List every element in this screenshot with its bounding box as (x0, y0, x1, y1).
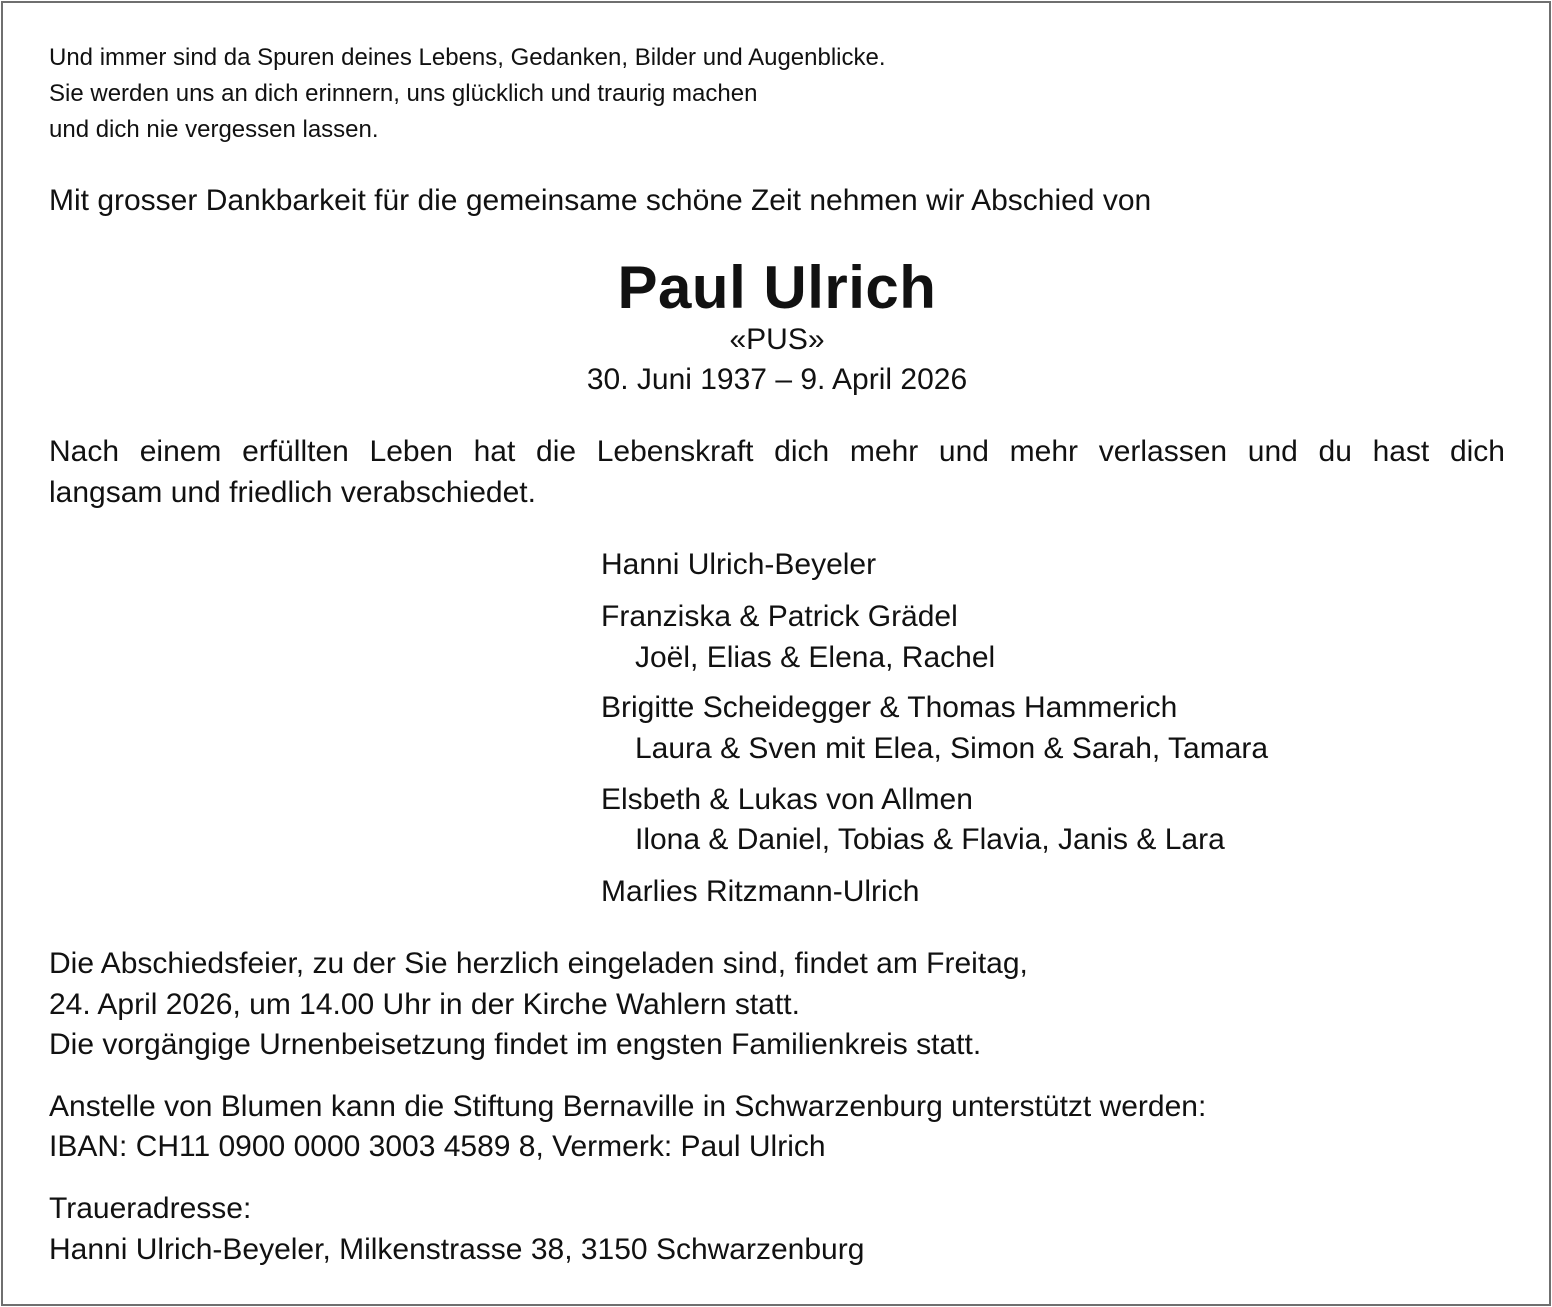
farewell-intro: Mit grosser Dankbarkeit für die gemeinsame schöne Zeit nehmen wir Abschied von (49, 184, 1152, 217)
ceremony-line-1: Die Abschiedsfeier, zu der Sie herzlich eingeladen sind, findet am Freitag, (49, 947, 1028, 980)
ceremony-line-2: 24. April 2026, um 14.00 Uhr in der Kirche Wahlern statt. (49, 988, 800, 1021)
life-dates: 30. Juni 1937 – 9. April 2026 (586, 363, 968, 396)
intro-verse-line-2: Sie werden uns an dich erinnern, uns glücklich und traurig machen (49, 80, 758, 107)
tribute-line-1: Nach einem erfüllten Leben hat die Lebenskraft dich mehr und mehr verlassen und du hast dich (49, 435, 1505, 468)
family-member-3: Joël, Elias & Elena, Rachel (635, 641, 996, 674)
deceased-nickname: «PUS» (729, 323, 825, 356)
deceased-name: Paul Ulrich (617, 254, 937, 321)
family-member-1: Hanni Ulrich-Beyeler (601, 548, 877, 581)
family-member-5: Laura & Sven mit Elea, Simon & Sarah, Tamara (635, 732, 1269, 765)
obituary-notice (1, 1, 1551, 1306)
family-member-4: Brigitte Scheidegger & Thomas Hammerich (601, 691, 1178, 724)
intro-verse-line-1: Und immer sind da Spuren deines Lebens, Gedanken, Bilder und Augenblicke. (49, 44, 886, 71)
family-member-2: Franziska & Patrick Grädel (601, 600, 958, 633)
family-member-7: Ilona & Daniel, Tobias & Flavia, Janis & Lara (635, 823, 1225, 856)
intro-verse-line-3: und dich nie vergessen lassen. (49, 116, 379, 143)
donation-line-2: IBAN: CH11 0900 0000 3003 4589 8, Vermerk: Paul Ulrich (49, 1130, 826, 1163)
ceremony-line-3: Die vorgängige Urnenbeisetzung findet im engsten Familienkreis statt. (49, 1028, 982, 1061)
family-member-6: Elsbeth & Lukas von Allmen (601, 783, 973, 816)
tribute-line-2: langsam und friedlich verabschiedet. (49, 476, 536, 509)
mourning-address-label: Traueradresse: (49, 1192, 252, 1225)
donation-line-1: Anstelle von Blumen kann die Stiftung Bernaville in Schwarzenburg unterstützt werden: (49, 1090, 1207, 1123)
family-member-8: Marlies Ritzmann-Ulrich (601, 875, 920, 908)
mourning-address: Hanni Ulrich-Beyeler, Milkenstrasse 38, 3150 Schwarzenburg (49, 1233, 865, 1266)
